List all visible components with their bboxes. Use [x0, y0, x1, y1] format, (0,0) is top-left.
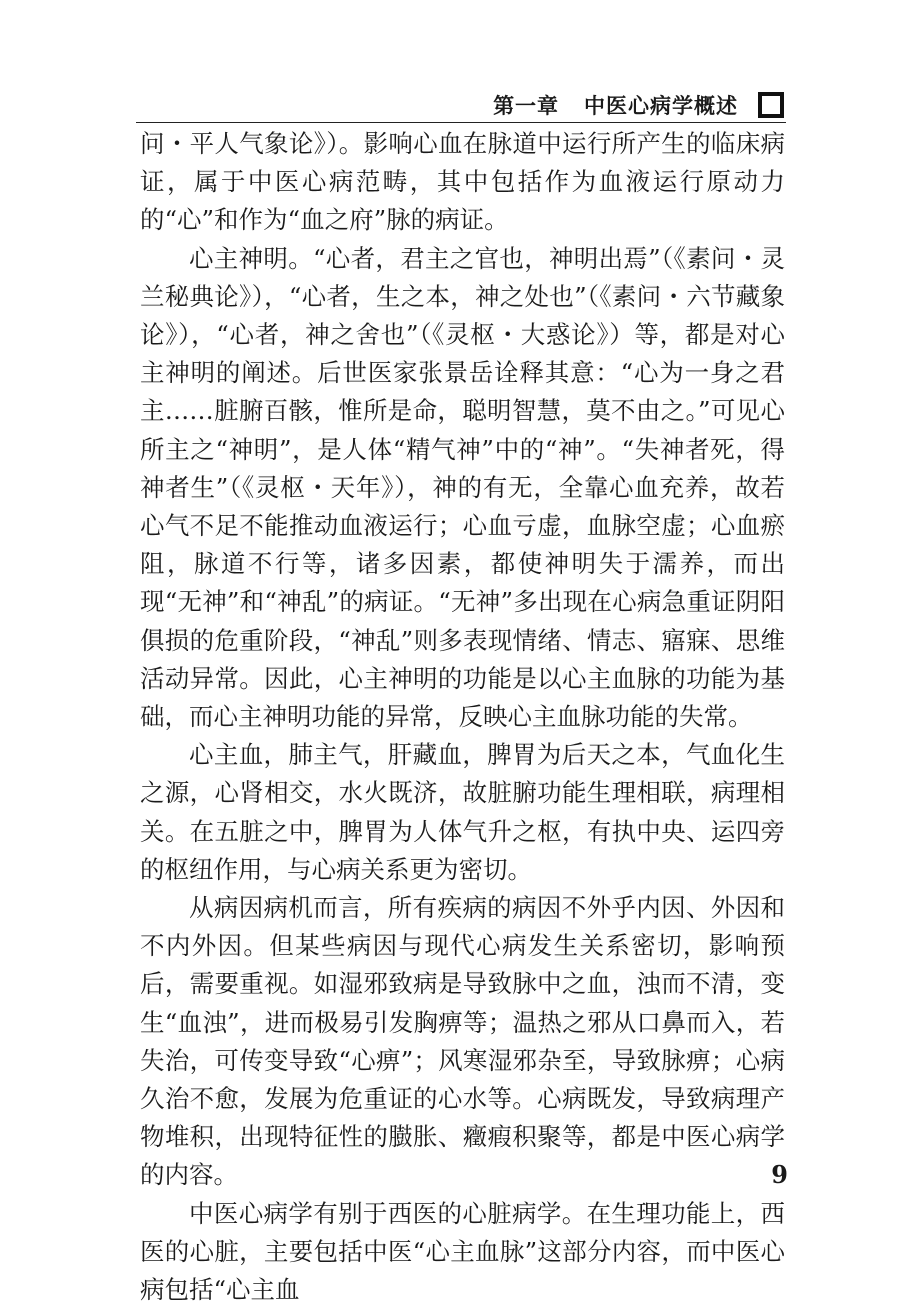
paragraph: 中医心病学有别于西医的心脏病学。在生理功能上，西医的心脏，主要包括中医“心主血脉”这部分内容，而中医心病包括“心主血: [140, 1198, 785, 1305]
paragraph: 心主神明。“心者，君主之官也，神明出焉”（《素问・灵兰秘典论》），“心者，生之本，神之处也”（《素问・六节藏象论》），“心者，神之舍也”（《灵枢・大惑论》）等，都是对心主神明的阐述。后世医家张景岳诠释其意：“心为一身之君主……脏腑百骸，惟所是命，聪明智慧，莫不由之。”可见心所主之“神明”，是人体“精气神”中的“神”。“失神者死，得神者生”（《灵枢・天年》），神的有无，全靠心血充养，故若心气不足不能推动血液运行；心血亏虚，血脉空虚；心血瘀阻，脉道不行等，诸多因素，都使神明失于濡养，而出现“无神”和“神乱”的病证。“无神”多出现在心病急重证阴阳俱损的危重阶段，“神乱”则多表现情绪、情志、寤寐、思维活动异常。因此，心主神明的功能是以心主血脉的功能为基础，而心主神明功能的异常，反映心主血脉功能的失常。: [140, 243, 785, 732]
paragraph: 心主血，肺主气，肝藏血，脾胃为后天之本，气血化生之源，心肾相交，水火既济，故脏腑功能生理相联，病理相关。在五脏之中，脾胃为人体气升之枢，有执中央、运四旁的枢纽作用，与心病关系更为密切。: [140, 740, 785, 884]
chapter-title: 第一章 中医心病学概述: [493, 94, 738, 118]
square-marker-icon: [758, 92, 784, 118]
page-number: 9: [771, 1160, 788, 1189]
body-text: [140, 125, 785, 1309]
running-head: [136, 88, 786, 123]
paragraph: 从病因病机而言，所有疾病的病因不外乎内因、外因和不内外因。但某些病因与现代心病发生关系密切，影响预后，需要重视。如湿邪致病是导致脉中之血，浊而不清，变生“血浊”，进而极易引发胸痹等；温热之邪从口鼻而入，若失治，可传变导致“心痹”；风寒湿邪杂至，导致脉痹；心病久治不愈，发展为危重证的心水等。心病既发，导致病理产物堆积，出现特征性的臌胀、癥瘕积聚等，都是中医心病学的内容。: [140, 893, 785, 1190]
paragraph: 问・平人气象论》）。影响心血在脉道中运行所产生的临床病证，属于中医心病范畴，其中包括作为血液运行原动力的“心”和作为“血之府”脉的病证。: [140, 129, 785, 235]
